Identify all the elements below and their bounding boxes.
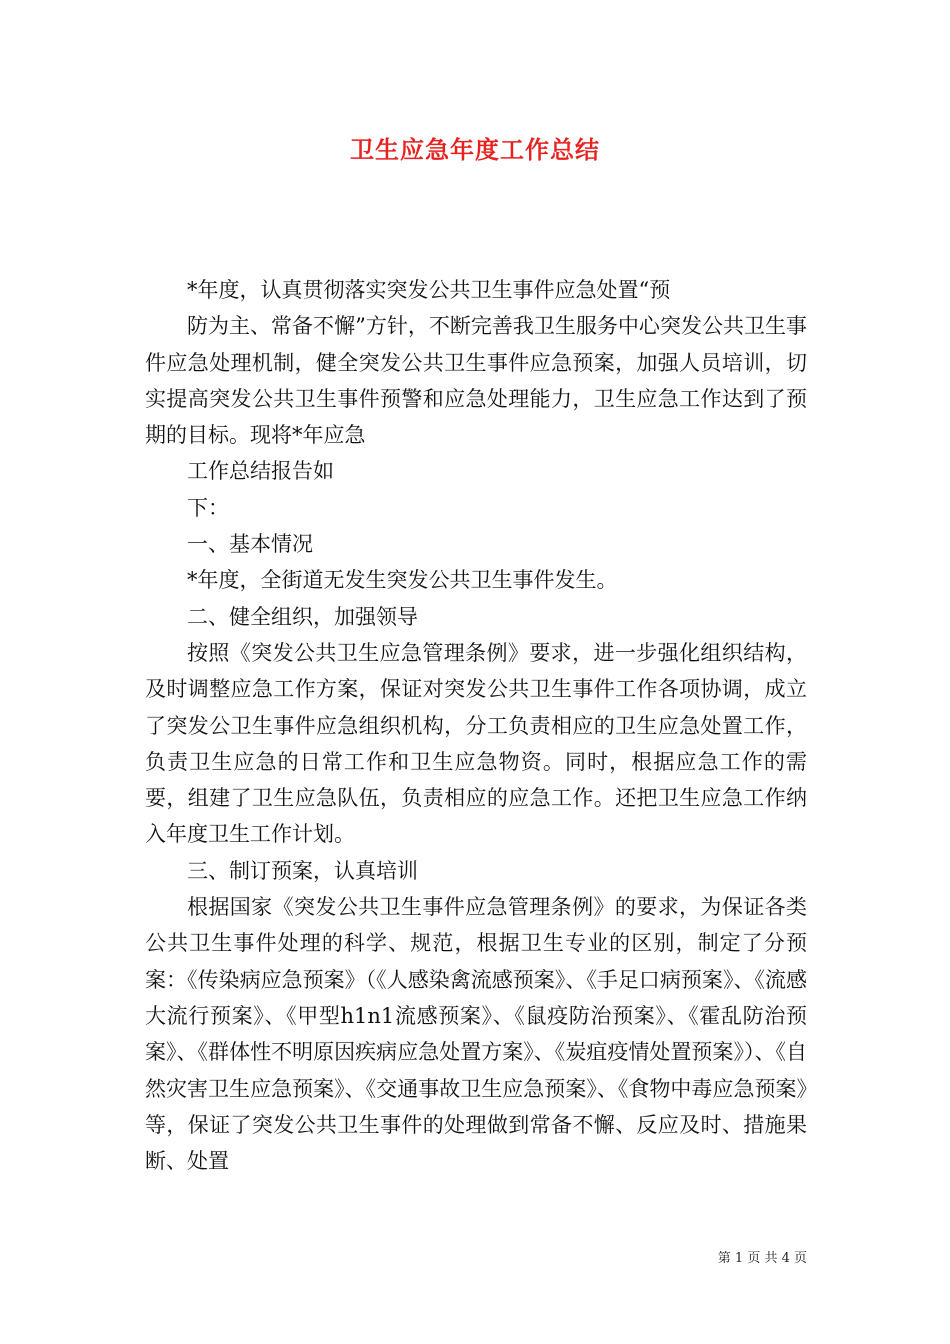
paragraph-intro-line: *年度，认真贯彻落实突发公共卫生事件应急处置“预 [187,278,671,302]
paragraph-plans-training: 根据国家《突发公共卫生事件应急管理条例》的要求，为保证各类公共卫生事件处理的科学、规范，根据卫生专业的区别，制定了分预案：《传染病应急预案》（《人感染禽流感预案》、《手足口病预案》、《流感大流行预案》、《甲型h1n1流感预案》、《鼠疫防治预案》、《霍乱防治预案》、《群体性不明原因疾病应急处置方案》、《炭疽疫情处置预案》）、《自然灾害卫生应急预案》、《交通事故卫生应急预案》、《食物中毒应急预案》等，保证了突发公共卫生事件的处理做到常备不懈、反应及时、措施果断、处置 [145,895,807,1174]
document-title: 卫生应急年度工作总结 [350,135,600,164]
document-body [145,272,807,1179]
section-heading-basic-situation: 一、基本情况 [187,532,313,557]
paragraph-report-colon: 下： [187,495,229,520]
section-heading-organization: 二、健全组织，加强领导 [187,604,418,629]
page-number-indicator: 第 1 页 共 4 页 [717,1251,807,1266]
section-heading-plans-training: 三、制订预案，认真培训 [187,858,418,883]
paragraph-intro-body: 防为主、常备不懈”方针，不断完善我卫生服务中心突发公共卫生事件应急处理机制，健全突发公共卫生事件应急预案，加强人员培训，切实提高突发公共卫生事件预警和应急处理能力，卫生应急工作达到了预期的目标。现将*年应急 [145,314,807,448]
paragraph-basic-situation: *年度，全街道无发生突发公共卫生事件发生。 [187,568,618,593]
paragraph-organization: 按照《突发公共卫生应急管理条例》要求，进一步强化组织结构，及时调整应急工作方案，保证对突发公共卫生事件工作各项协调，成立了突发公卫生事件应急组织机构，分工负责相应的卫生应急处置工作，负责卫生应急的日常工作和卫生应急物资。同时，根据应急工作的需要，组建了卫生应急队伍，负责相应的应急工作。还把卫生应急工作纳入年度卫生工作计划。 [145,640,807,847]
paragraph-report-lead: 工作总结报告如 [187,459,334,484]
